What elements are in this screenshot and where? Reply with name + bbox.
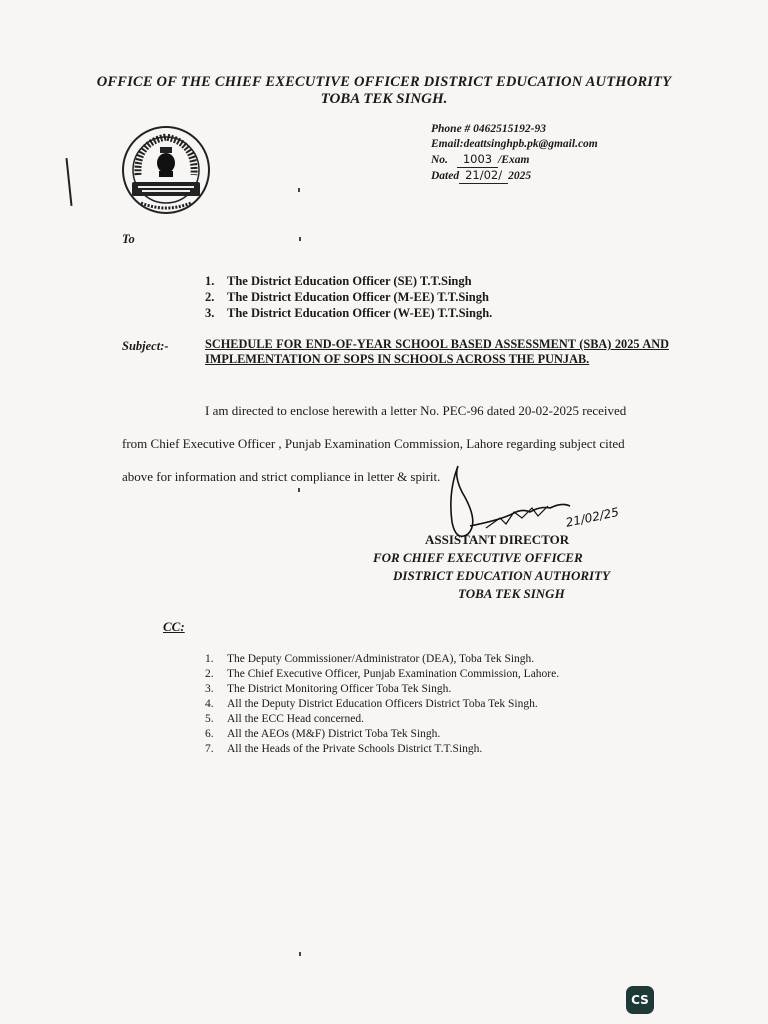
scan-speck xyxy=(298,188,300,192)
addressee-item: 3. The District Education Officer (W-EE) T.T.Singh. xyxy=(205,306,493,320)
cc-list xyxy=(205,652,559,757)
addressee-list xyxy=(205,273,492,321)
cc-item: 2. The Chief Executive Officer, Punjab Examination Commission, Lahore. xyxy=(205,668,560,680)
letterhead-office: OFFICE OF THE CHIEF EXECUTIVE OFFICER DISTRICT EDUCATION AUTHORITY xyxy=(96,74,672,90)
letterhead-city: TOBA TEK SINGH. xyxy=(320,91,448,107)
email-address: Email:deattsinghpb.pk@gmail.com xyxy=(431,138,598,150)
letter-number-value: 1003 xyxy=(457,152,498,168)
body-line-3: above for information and strict compliance in letter & spirit. xyxy=(122,469,441,484)
cc-item: 3. The District Monitoring Officer Toba Tek Singh. xyxy=(205,683,452,695)
cc-item: 4. All the Deputy District Education Officers District Toba Tek Singh. xyxy=(205,698,538,710)
cc-item: 1. The Deputy Commissioner/Administrator (DEA), Toba Tek Singh. xyxy=(205,653,535,665)
scan-speck xyxy=(299,237,301,241)
cc-item: 5. All the ECC Head concerned. xyxy=(205,713,364,725)
subject-text: SCHEDULE FOR END-OF-YEAR SCHOOL BASED ASSESSMENT (SBA) 2025 AND IMPLEMENTATION OF SOPS IN SCHOOLS ACROSS THE PUNJAB. xyxy=(205,337,669,366)
signatory-city: TOBA TEK SINGH xyxy=(458,586,565,601)
subject-label: Subject:- xyxy=(122,339,169,353)
signatory-for: FOR CHIEF EXECUTIVE OFFICER xyxy=(373,550,583,565)
phone-number: Phone # 0462515192-93 xyxy=(431,123,546,135)
signatory-title: ASSISTANT DIRECTOR xyxy=(425,532,570,547)
body-line-1: I am directed to enclose herewith a letter No. PEC-96 dated 20-02-2025 received xyxy=(205,403,627,418)
school-education-seal-icon xyxy=(116,125,216,215)
camscanner-badge-icon: CS xyxy=(626,986,654,1014)
svg-text:21/02/25: 21/02/25 xyxy=(564,504,620,530)
cc-item: 6. All the AEOs (M&F) District Toba Tek Singh. xyxy=(205,728,441,740)
contact-block xyxy=(431,122,598,184)
letter-date: Dated 21/02/ 2025 xyxy=(431,168,532,182)
to-label: To xyxy=(122,232,135,246)
addressee-item: 1. The District Education Officer (SE) T.T.Singh xyxy=(205,274,472,288)
margin-pen-mark xyxy=(65,158,72,206)
handwritten-signature-icon xyxy=(440,462,620,552)
signatory-authority: DISTRICT EDUCATION AUTHORITY xyxy=(393,568,610,583)
body-line-2: from Chief Executive Officer , Punjab Examination Commission, Lahore regarding subject cited xyxy=(122,436,625,451)
scan-speck xyxy=(298,488,300,492)
scan-speck xyxy=(299,952,301,956)
cc-label: CC: xyxy=(163,619,185,634)
addressee-item: 2. The District Education Officer (M-EE) T.T.Singh xyxy=(205,290,489,304)
cc-item: 7. All the Heads of the Private Schools District T.T.Singh. xyxy=(205,743,483,755)
letter-date-value: 21/02/ xyxy=(459,168,508,184)
letter-number: No. 1003 /Exam xyxy=(431,152,530,166)
